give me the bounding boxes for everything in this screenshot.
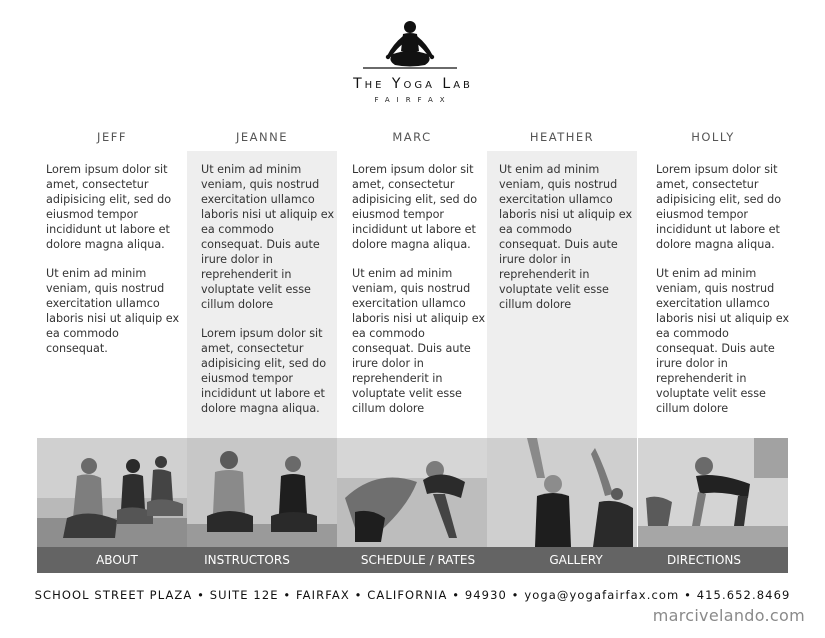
instructor-photo[interactable] [37,438,187,547]
bio-paragraph: Lorem ipsum dolor sit amet, consectetur adipisicing elit, sed do eiusmod tempor incididunt ut labore et dolore magna aliqua. [352,163,478,251]
bio-paragraph: Lorem ipsum dolor sit amet, consectetur adipisicing elit, sed do eiusmod tempor incididunt ut labore et dolore magna aliqua. [201,327,327,415]
instructor-column-holly [638,124,788,438]
instructor-column-heather [487,124,637,438]
instructor-photo[interactable] [337,438,487,547]
instructor-bio [656,162,790,430]
nav-schedule-rates[interactable]: SCHEDULE / RATES [360,553,476,567]
instructor-bio [352,162,486,430]
instructor-bio [499,162,633,326]
instructor-columns [37,124,788,438]
instructor-column-jeff [37,124,187,438]
bio-paragraph: Ut enim ad minim veniam, quis nostrud exercitation ullamco laboris nisi ut aliquip ex ea commodo consequat. [46,267,180,355]
meditating-figure-icon [363,18,457,74]
bio-paragraph: Ut enim ad minim veniam, quis nostrud exercitation ullamco laboris nisi ut aliquip ex ea commodo consequat. Duis aute irure dolor in reprehenderit in voluptate velit esse cillum dolore [656,267,790,415]
nav-about[interactable]: ABOUT [96,553,138,567]
instructor-bio [46,162,180,370]
instructor-name: JEFF [97,130,127,144]
bio-paragraph: Ut enim ad minim veniam, quis nostrud exercitation ullamco laboris nisi ut aliquip ex ea commodo consequat. Duis aute irure dolor in reprehenderit in voluptate velit esse cillum dolore [352,267,486,415]
photo-strip [37,438,788,547]
instructor-photo[interactable] [187,438,337,547]
bio-paragraph: Ut enim ad minim veniam, quis nostrud exercitation ullamco laboris nisi ut aliquip ex ea commodo consequat. Duis aute irure dolor in reprehenderit in voluptate velit esse cillum dolore [499,163,633,311]
instructor-name: HEATHER [529,130,595,144]
instructor-name: MARC [392,130,432,144]
instructor-bio [201,162,335,430]
nav-gallery[interactable]: GALLERY [549,553,603,567]
nav-instructors[interactable]: INSTRUCTORS [204,553,290,567]
site-logo[interactable] [330,18,496,108]
instructor-name: JEANNE [236,130,288,144]
footer-address: SCHOOL STREET PLAZA • SUITE 12E • FAIRFAX • CALIFORNIA • 94930 • yoga@yogafairfax.com • 415.652.8469 [34,588,791,602]
instructor-photo[interactable] [638,438,788,547]
nav-directions[interactable]: DIRECTIONS [667,553,741,567]
instructor-column-jeanne [187,124,337,438]
bio-paragraph: Lorem ipsum dolor sit amet, consectetur adipisicing elit, sed do eiusmod tempor incididunt ut labore et dolore magna aliqua. [46,163,172,251]
instructor-name: HOLLY [691,130,735,144]
bio-paragraph: Ut enim ad minim veniam, quis nostrud exercitation ullamco laboris nisi ut aliquip ex ea commodo consequat. Duis aute irure dolor in reprehenderit in voluptate velit esse cillum dolore [201,163,335,311]
instructor-photo[interactable] [487,438,637,547]
site-title: The Yoga Lab [353,76,473,92]
bio-paragraph: Lorem ipsum dolor sit amet, consectetur adipisicing elit, sed do eiusmod tempor incididunt ut labore et dolore magna aliqua. [656,163,782,251]
main-nav [37,547,788,573]
instructor-column-marc [337,124,487,438]
footer-credit-link[interactable]: marcivelando.com [652,606,805,625]
site-subtitle: FAIRFAX [374,96,452,104]
